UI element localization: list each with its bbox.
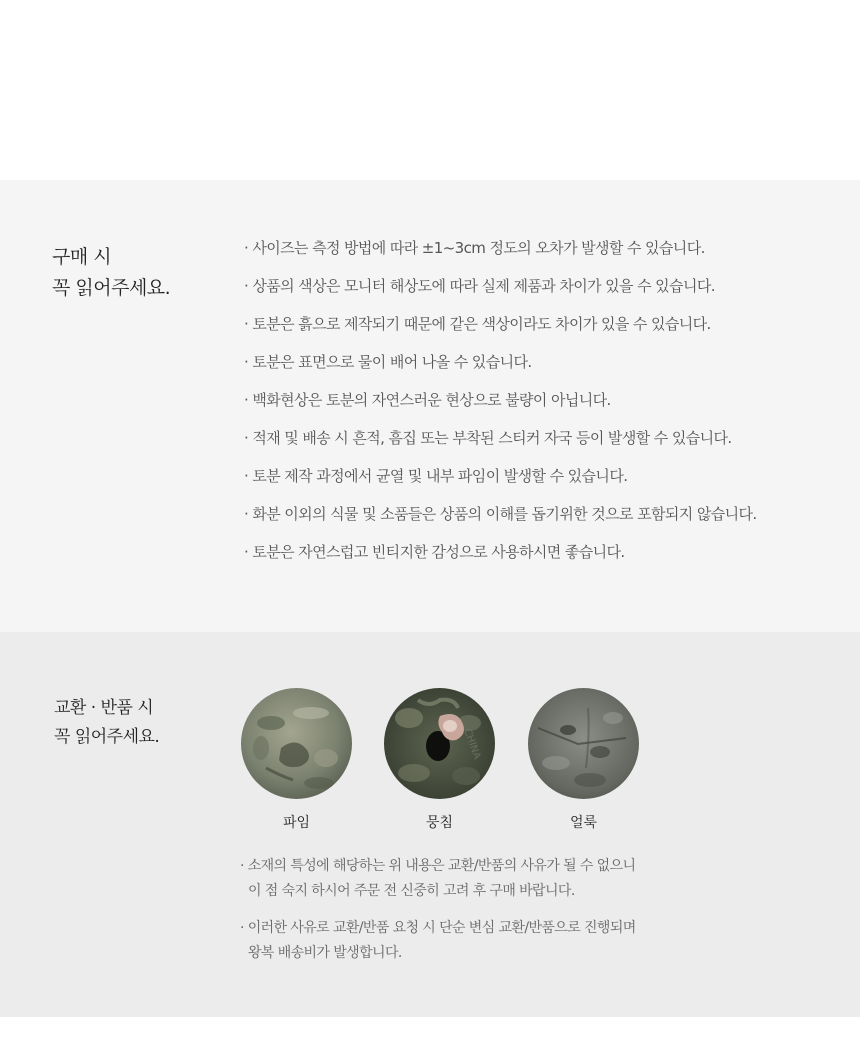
purchase-note: · 사이즈는 측정 방법에 따라 ±1~3cm 정도의 오차가 발생할 수 있습니다. [244, 239, 705, 257]
return-note [240, 916, 636, 966]
return-note-line1: · 소재의 특성에 해당하는 위 내용은 교환/반품의 사유가 될 수 없으니 [240, 858, 636, 874]
purchase-note: · 토분은 흙으로 제작되기 때문에 같은 색상이라도 차이가 있을 수 있습니다. [244, 315, 711, 333]
purchase-heading-line1: 구매 시 [52, 246, 112, 268]
return-note [240, 854, 636, 904]
purchase-note: · 적재 및 배송 시 흔적, 흠집 또는 부착된 스티커 자국 등이 발생할 수 있습니다. [244, 429, 732, 447]
return-notice-list [240, 854, 636, 978]
sample-clump [384, 688, 495, 832]
sample-dent [241, 688, 352, 832]
svg-text:CHINA: CHINA [461, 727, 483, 761]
purchase-note: · 토분 제작 과정에서 균열 및 내부 파임이 발생할 수 있습니다. [244, 467, 628, 485]
dented-surface-image [241, 688, 352, 799]
return-note-line1: · 이러한 사유로 교환/반품 요청 시 단순 변심 교환/반품으로 진행되며 [240, 920, 636, 936]
clumped-surface-image [384, 688, 495, 799]
purchase-note: · 화분 이외의 식물 및 소품들은 상품의 이해를 돕기위한 것으로 포함되지 않습니다. [244, 505, 757, 523]
return-notice-section [0, 632, 860, 1017]
sample-stain [528, 688, 639, 832]
return-note-line2: 왕복 배송비가 발생합니다. [248, 945, 402, 961]
sample-caption: 뭉침 [425, 815, 454, 831]
purchase-notice-heading [52, 242, 170, 304]
stained-surface-image [528, 688, 639, 799]
sample-caption: 얼룩 [569, 815, 598, 831]
sample-caption: 파임 [282, 815, 311, 831]
purchase-note: · 토분은 자연스럽고 빈티지한 감성으로 사용하시면 좋습니다. [244, 543, 625, 561]
return-heading-line1: 교환 · 반품 시 [54, 698, 154, 718]
purchase-note: · 토분은 표면으로 물이 배어 나올 수 있습니다. [244, 353, 532, 371]
purchase-notice-section [0, 180, 860, 632]
return-notice-heading [54, 694, 159, 752]
purchase-note: · 백화현상은 토분의 자연스러운 현상으로 불량이 아닙니다. [244, 391, 611, 409]
purchase-notice-list [244, 238, 757, 580]
return-heading-line2: 꼭 읽어주세요. [54, 727, 160, 747]
purchase-heading-line2: 꼭 읽어주세요. [52, 277, 171, 299]
return-note-line2: 이 점 숙지 하시어 주문 전 신중히 고려 후 구매 바랍니다. [248, 883, 575, 899]
purchase-note: · 상품의 색상은 모니터 해상도에 따라 실제 제품과 차이가 있을 수 있습니다. [244, 277, 715, 295]
